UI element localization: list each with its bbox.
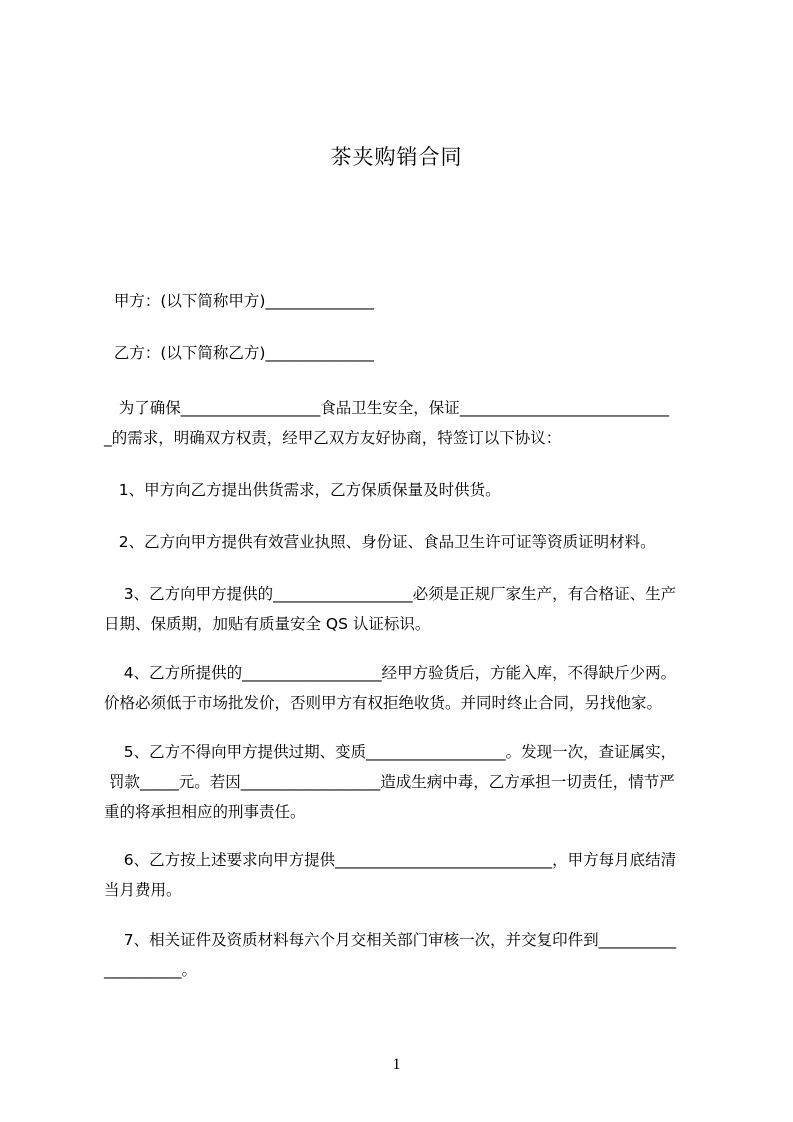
clause-4: 4、乙方所提供的__________________经甲方验货后，方能入库，不得缺斤少两。 价格必须低于市场批发价，否则甲方有权拒绝收货。并同时终止合同，另找他家。 <box>104 664 677 712</box>
clause-2: 2、乙方向甲方提供有效营业执照、身份证、食品卫生许可证等资质证明材料。 <box>104 533 656 551</box>
document-title: 茶夹购销合同 <box>330 145 463 169</box>
clause-6: 6、乙方按上述要求向甲方提供____________________________，甲方每月底结清 当月费用。 <box>104 851 677 899</box>
party-a-line: 甲方：(以下简称甲方)______________ <box>104 292 374 310</box>
intro-paragraph: 为了确保__________________食品卫生安全，保证___________________________ _的需求，明确双方权责，经甲乙双方友好协商，特签订以下协议： <box>104 399 670 447</box>
page-number: 1 <box>392 1056 401 1073</box>
clause-7: 7、相关证件及资质材料每六个月交相关部门审核一次，并交复印件到__________ __________。 <box>104 931 677 979</box>
clause-5: 5、乙方不得向甲方提供过期、变质__________________。发现一次，查证属实， 罚款_____元。若因__________________造成生病中毒，乙方承担一切责任，情节严 重的将承担相应的刑事责任。 <box>104 743 677 821</box>
clause-1: 1、甲方向乙方提出供货需求，乙方保质保量及时供货。 <box>104 481 501 499</box>
clause-3: 3、乙方向甲方提供的__________________必须是正规厂家生产，有合格证、生产 日期、保质期，加贴有质量安全 QS 认证标识。 <box>104 585 677 633</box>
party-b-line: 乙方：(以下简称乙方)______________ <box>104 344 374 362</box>
